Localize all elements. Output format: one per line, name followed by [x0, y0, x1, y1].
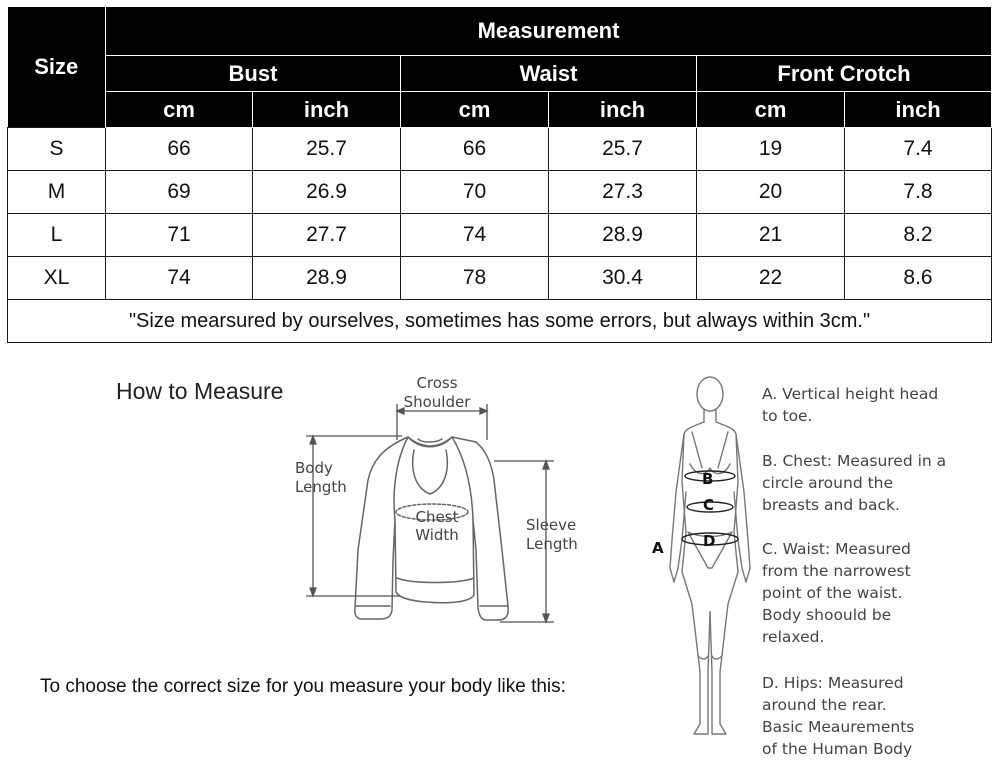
table-cell: 25.7	[549, 128, 697, 171]
table-cell: 7.8	[845, 171, 992, 214]
table-cell: 74	[106, 257, 253, 300]
unit-header: cm	[697, 92, 845, 128]
body-length-label	[295, 459, 347, 497]
table-cell: 27.3	[549, 171, 697, 214]
front-crotch-header: Front Crotch	[697, 56, 992, 92]
label-line: Sleeve	[526, 516, 577, 534]
body-figure-diagram	[660, 372, 760, 768]
label-line: Length	[526, 535, 578, 553]
table-cell: 71	[106, 214, 253, 257]
unit-header: inch	[845, 92, 992, 128]
table-row	[8, 171, 992, 214]
table-cell: 25.7	[253, 128, 401, 171]
table-row	[8, 257, 992, 300]
table-cell: 8.6	[845, 257, 992, 300]
chest-width-label	[402, 508, 472, 544]
description-height: A. Vertical height head to toe.	[762, 385, 939, 425]
table-cell: 70	[401, 171, 549, 214]
unit-header: cm	[401, 92, 549, 128]
label-line: Body	[295, 459, 333, 477]
measurement-header: Measurement	[106, 7, 992, 56]
waist-header: Waist	[401, 56, 697, 92]
unit-header: inch	[253, 92, 401, 128]
measure-instruction: To choose the correct size for you measure your body like this:	[40, 676, 566, 697]
bust-header: Bust	[106, 56, 401, 92]
unit-header: cm	[106, 92, 253, 128]
table-cell: 66	[401, 128, 549, 171]
table-cell: 30.4	[549, 257, 697, 300]
table-cell: 28.9	[549, 214, 697, 257]
table-cell: 69	[106, 171, 253, 214]
table-cell: 8.2	[845, 214, 992, 257]
table-cell: 74	[401, 214, 549, 257]
description-hips: D. Hips: Measured around the rear. Basic Meaurements of the Human Body	[762, 674, 915, 758]
size-chart-table	[7, 6, 992, 343]
how-to-measure-title: How to Measure	[116, 378, 284, 404]
size-label: M	[8, 171, 106, 214]
table-cell: 28.9	[253, 257, 401, 300]
description-waist: C. Waist: Measured from the narrowest point of the waist. Body shoould be relaxed.	[762, 540, 911, 646]
size-disclaimer-note: "Size mearsured by ourselves, sometimes has some errors, but always within 3cm."	[8, 300, 992, 343]
size-label: S	[8, 128, 106, 171]
body-letter-d: D	[703, 532, 716, 550]
table-cell: 20	[697, 171, 845, 214]
size-column-header: Size	[8, 7, 106, 128]
size-label: L	[8, 214, 106, 257]
cross-shoulder-label	[402, 374, 472, 412]
label-line: Chest	[415, 508, 459, 526]
table-cell: 27.7	[253, 214, 401, 257]
table-row	[8, 128, 992, 171]
table-cell: 7.4	[845, 128, 992, 171]
label-line: Cross	[416, 374, 458, 392]
table-cell: 78	[401, 257, 549, 300]
unit-header: inch	[549, 92, 697, 128]
table-row	[8, 214, 992, 257]
body-letter-c: C	[703, 496, 715, 514]
label-line: Width	[415, 526, 459, 544]
table-cell: 26.9	[253, 171, 401, 214]
size-label: XL	[8, 257, 106, 300]
body-letter-a: A	[652, 539, 664, 557]
body-letter-b: B	[702, 470, 714, 488]
label-line: Shoulder	[403, 393, 471, 411]
description-chest: B. Chest: Measured in a circle around the breasts and back.	[762, 452, 947, 514]
label-line: Length	[295, 478, 347, 496]
sleeve-length-label	[526, 516, 578, 554]
table-cell: 22	[697, 257, 845, 300]
table-cell: 21	[697, 214, 845, 257]
table-cell: 19	[697, 128, 845, 171]
table-cell: 66	[106, 128, 253, 171]
